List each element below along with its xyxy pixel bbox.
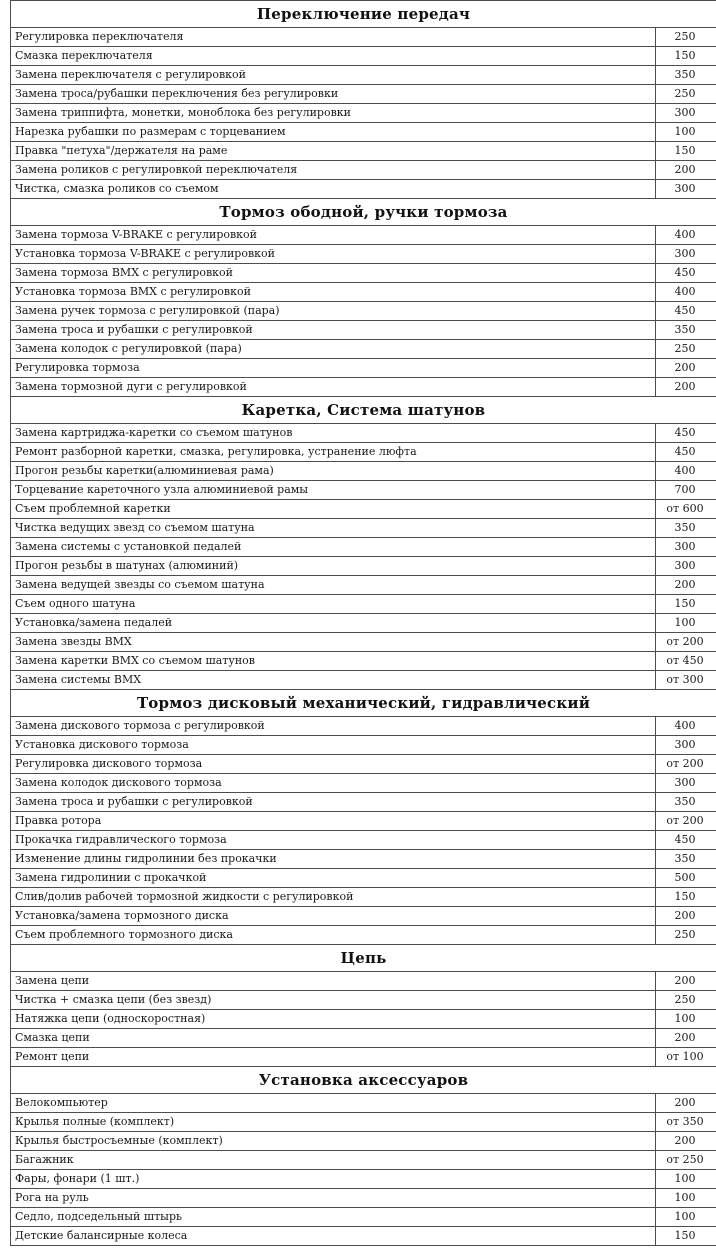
price-list: [10, 0, 716, 1246]
section-header-row: [11, 397, 716, 424]
service-name: Багажник: [11, 1151, 656, 1170]
service-name: Съем одного шатуна: [11, 595, 656, 614]
table-row: [11, 850, 716, 869]
service-name: Замена системы BMX: [11, 671, 656, 690]
service-price: 200: [656, 576, 716, 595]
service-price: 300: [656, 774, 716, 793]
table-row: [11, 1010, 716, 1029]
service-name: Седло, подседельный штырь: [11, 1208, 656, 1227]
table-row: [11, 736, 716, 755]
table-row: [11, 85, 716, 104]
service-price: 100: [656, 1208, 716, 1227]
service-name: Регулировка тормоза: [11, 359, 656, 378]
table-row: [11, 538, 716, 557]
service-name: Замена гидролинии с прокачкой: [11, 869, 656, 888]
table-row: [11, 1048, 716, 1067]
table-row: [11, 226, 716, 245]
service-price: 300: [656, 245, 716, 264]
service-price: от 600: [656, 500, 716, 519]
price-table: [10, 0, 716, 1246]
service-price: 200: [656, 1094, 716, 1113]
service-price: 450: [656, 443, 716, 462]
service-price: 200: [656, 378, 716, 397]
service-name: Замена тормоза BMX с регулировкой: [11, 264, 656, 283]
table-row: [11, 123, 716, 142]
table-row: [11, 595, 716, 614]
table-row: [11, 633, 716, 652]
service-price: 250: [656, 926, 716, 945]
table-row: [11, 1094, 716, 1113]
service-name: Прогон резьбы в шатунах (алюминий): [11, 557, 656, 576]
service-name: Торцевание кареточного узла алюминиевой рамы: [11, 481, 656, 500]
section-header-row: [11, 1, 716, 28]
service-price: 100: [656, 123, 716, 142]
service-name: Замена ручек тормоза с регулировкой (пара): [11, 302, 656, 321]
service-name: Регулировка дискового тормоза: [11, 755, 656, 774]
table-row: [11, 888, 716, 907]
section-header-row: [11, 945, 716, 972]
service-price: 450: [656, 424, 716, 443]
service-name: Чистка, смазка роликов со съемом: [11, 180, 656, 199]
table-row: [11, 869, 716, 888]
service-name: Чистка ведущих звезд со съемом шатуна: [11, 519, 656, 538]
table-row: [11, 671, 716, 690]
service-name: Установка тормоза V-BRAKE с регулировкой: [11, 245, 656, 264]
service-price: от 200: [656, 633, 716, 652]
table-row: [11, 161, 716, 180]
table-row: [11, 302, 716, 321]
service-name: Замена роликов с регулировкой переключателя: [11, 161, 656, 180]
table-row: [11, 652, 716, 671]
service-name: Правка ротора: [11, 812, 656, 831]
service-name: Замена колодок с регулировкой (пара): [11, 340, 656, 359]
service-name: Смазка переключателя: [11, 47, 656, 66]
table-row: [11, 1208, 716, 1227]
service-price: 200: [656, 1132, 716, 1151]
service-price: 300: [656, 180, 716, 199]
service-price: 150: [656, 595, 716, 614]
service-price: от 200: [656, 755, 716, 774]
service-price: от 300: [656, 671, 716, 690]
service-name: Замена троса и рубашки с регулировкой: [11, 321, 656, 340]
service-price: 350: [656, 850, 716, 869]
service-price: 150: [656, 1227, 716, 1246]
service-name: Замена переключателя с регулировкой: [11, 66, 656, 85]
service-price: 250: [656, 85, 716, 104]
service-price: 700: [656, 481, 716, 500]
service-price: 200: [656, 972, 716, 991]
table-row: [11, 926, 716, 945]
section-header-row: [11, 199, 716, 226]
table-row: [11, 812, 716, 831]
section-title: Цепь: [11, 945, 716, 972]
service-name: Фары, фонари (1 шт.): [11, 1170, 656, 1189]
service-name: Смазка цепи: [11, 1029, 656, 1048]
service-name: Замена цепи: [11, 972, 656, 991]
service-price: 100: [656, 1010, 716, 1029]
table-row: [11, 1227, 716, 1246]
table-row: [11, 1113, 716, 1132]
table-row: [11, 180, 716, 199]
table-row: [11, 142, 716, 161]
table-row: [11, 378, 716, 397]
table-row: [11, 991, 716, 1010]
service-name: Чистка + смазка цепи (без звезд): [11, 991, 656, 1010]
table-row: [11, 831, 716, 850]
service-price: 200: [656, 1029, 716, 1048]
table-row: [11, 104, 716, 123]
service-name: Замена системы с установкой педалей: [11, 538, 656, 557]
table-row: [11, 1170, 716, 1189]
table-row: [11, 47, 716, 66]
table-row: [11, 717, 716, 736]
service-name: Установка/замена педалей: [11, 614, 656, 633]
service-name: Рога на руль: [11, 1189, 656, 1208]
table-row: [11, 755, 716, 774]
table-row: [11, 1189, 716, 1208]
service-name: Правка "петуха"/держателя на раме: [11, 142, 656, 161]
service-price: 400: [656, 717, 716, 736]
table-row: [11, 907, 716, 926]
service-name: Замена звезды BMX: [11, 633, 656, 652]
table-row: [11, 443, 716, 462]
service-price: 450: [656, 831, 716, 850]
table-row: [11, 519, 716, 538]
service-price: 250: [656, 340, 716, 359]
table-row: [11, 66, 716, 85]
table-row: [11, 283, 716, 302]
service-price: 250: [656, 991, 716, 1010]
table-row: [11, 1151, 716, 1170]
service-price: от 250: [656, 1151, 716, 1170]
section-title: Тормоз дисковый механический, гидравлический: [11, 690, 716, 717]
service-name: Замена колодок дискового тормоза: [11, 774, 656, 793]
service-name: Прогон резьбы каретки(алюминиевая рама): [11, 462, 656, 481]
service-name: Регулировка переключателя: [11, 28, 656, 47]
service-price: 300: [656, 736, 716, 755]
service-price: 400: [656, 283, 716, 302]
service-price: 300: [656, 104, 716, 123]
table-row: [11, 793, 716, 812]
service-name: Замена тормоза V-BRAKE с регулировкой: [11, 226, 656, 245]
service-price: 450: [656, 302, 716, 321]
service-name: Ремонт цепи: [11, 1048, 656, 1067]
service-name: Замена троса и рубашки с регулировкой: [11, 793, 656, 812]
section-title: Переключение передач: [11, 1, 716, 28]
service-price: 100: [656, 614, 716, 633]
service-name: Нарезка рубашки по размерам с торцеванием: [11, 123, 656, 142]
section-title: Тормоз ободной, ручки тормоза: [11, 199, 716, 226]
service-name: Замена дискового тормоза с регулировкой: [11, 717, 656, 736]
service-price: 400: [656, 226, 716, 245]
service-price: от 100: [656, 1048, 716, 1067]
table-row: [11, 576, 716, 595]
service-name: Детские балансирные колеса: [11, 1227, 656, 1246]
table-row: [11, 340, 716, 359]
service-name: Крылья быстросъемные (комплект): [11, 1132, 656, 1151]
service-price: 350: [656, 321, 716, 340]
service-name: Установка тормоза BMX с регулировкой: [11, 283, 656, 302]
table-row: [11, 972, 716, 991]
service-price: 350: [656, 793, 716, 812]
service-name: Замена картриджа-каретки со съемом шатунов: [11, 424, 656, 443]
table-row: [11, 614, 716, 633]
service-price: 150: [656, 888, 716, 907]
service-name: Установка/замена тормозного диска: [11, 907, 656, 926]
service-price: 150: [656, 142, 716, 161]
service-price: 450: [656, 264, 716, 283]
service-price: 200: [656, 161, 716, 180]
service-price: 350: [656, 66, 716, 85]
service-name: Замена тормозной дуги с регулировкой: [11, 378, 656, 397]
service-name: Съем проблемной каретки: [11, 500, 656, 519]
price-table-body: [11, 1, 716, 1246]
service-price: 150: [656, 47, 716, 66]
table-row: [11, 1132, 716, 1151]
service-name: Слив/долив рабочей тормозной жидкости с регулировкой: [11, 888, 656, 907]
section-header-row: [11, 1067, 716, 1094]
service-price: 200: [656, 359, 716, 378]
table-row: [11, 321, 716, 340]
section-title: Каретка, Система шатунов: [11, 397, 716, 424]
table-row: [11, 462, 716, 481]
table-row: [11, 481, 716, 500]
service-name: Ремонт разборной каретки, смазка, регулировка, устранение люфта: [11, 443, 656, 462]
table-row: [11, 774, 716, 793]
service-name: Крылья полные (комплект): [11, 1113, 656, 1132]
table-row: [11, 557, 716, 576]
service-price: 100: [656, 1189, 716, 1208]
service-price: 300: [656, 538, 716, 557]
service-price: 200: [656, 907, 716, 926]
table-row: [11, 1029, 716, 1048]
service-name: Велокомпьютер: [11, 1094, 656, 1113]
service-name: Изменение длины гидролинии без прокачки: [11, 850, 656, 869]
service-price: 100: [656, 1170, 716, 1189]
service-name: Установка дискового тормоза: [11, 736, 656, 755]
service-name: Замена ведущей звезды со съемом шатуна: [11, 576, 656, 595]
service-price: 500: [656, 869, 716, 888]
table-row: [11, 245, 716, 264]
section-header-row: [11, 690, 716, 717]
service-name: Замена триппифта, монетки, моноблока без регулировки: [11, 104, 656, 123]
service-name: Натяжка цепи (односкоростная): [11, 1010, 656, 1029]
service-name: Съем проблемного тормозного диска: [11, 926, 656, 945]
service-price: от 200: [656, 812, 716, 831]
table-row: [11, 28, 716, 47]
table-row: [11, 500, 716, 519]
table-row: [11, 359, 716, 378]
service-name: Прокачка гидравлического тормоза: [11, 831, 656, 850]
table-row: [11, 264, 716, 283]
section-title: Установка аксессуаров: [11, 1067, 716, 1094]
service-price: от 350: [656, 1113, 716, 1132]
table-row: [11, 424, 716, 443]
service-price: 350: [656, 519, 716, 538]
service-price: от 450: [656, 652, 716, 671]
service-price: 300: [656, 557, 716, 576]
service-price: 400: [656, 462, 716, 481]
service-name: Замена каретки BMX со съемом шатунов: [11, 652, 656, 671]
service-name: Замена троса/рубашки переключения без регулировки: [11, 85, 656, 104]
service-price: 250: [656, 28, 716, 47]
